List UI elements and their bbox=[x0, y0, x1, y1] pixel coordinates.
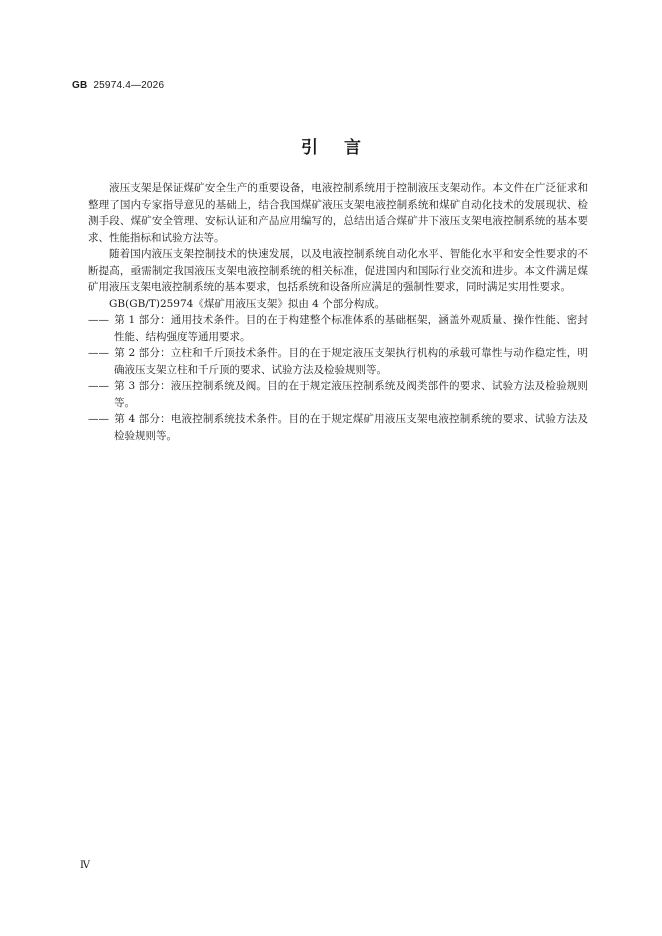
introduction-body bbox=[88, 180, 588, 444]
page-number: Ⅳ bbox=[80, 860, 90, 871]
paragraph: 随着国内液压支架控制技术的快速发展，以及电液控制系统自动化水平、智能化水平和安全性要求的不断提高，亟需制定我国液压支架电液控制系统的相关标准，促进国内和国际行业交流和进步。本文件满足煤矿用液压支架电液控制系统的基本要求，包括系统和设备所应满足的强制性要求，同时满足实用性要求。 bbox=[88, 248, 588, 293]
list-item bbox=[88, 312, 588, 345]
standard-prefix: GB bbox=[72, 80, 88, 91]
list-dash: —— bbox=[88, 413, 109, 425]
list-item bbox=[88, 345, 588, 378]
list-item-text: 第 4 部分：电液控制系统技术条件。目的在于规定煤矿用液压支架电液控制系统的要求、试验方法及检验规则等。 bbox=[114, 413, 588, 442]
list-item-text: 第 1 部分：通用技术条件。目的在于构建整个标准体系的基础框架，涵盖外观质量、操作性能、密封性能、结构强度等通用要求。 bbox=[114, 314, 588, 343]
list-dash: —— bbox=[88, 314, 109, 326]
list-item-text: 第 2 部分：立柱和千斤顶技术条件。目的在于规定液压支架执行机构的承载可靠性与动作稳定性，明确液压支架立柱和千斤顶的要求、试验方法及检验规则等。 bbox=[114, 347, 588, 376]
list-dash: —— bbox=[88, 380, 109, 392]
list-item bbox=[88, 411, 588, 444]
standard-code: 25974.4—2026 bbox=[93, 80, 165, 91]
page-title: 引言 bbox=[301, 138, 387, 158]
list-item-text: 第 3 部分：液压控制系统及阀。目的在于规定液压控制系统及阀类部件的要求、试验方法及检验规则等。 bbox=[114, 380, 588, 409]
standard-number bbox=[72, 80, 164, 91]
list-dash: —— bbox=[88, 347, 109, 359]
list-item bbox=[88, 378, 588, 411]
paragraph: GB(GB/T)25974《煤矿用液压支架》拟由 4 个部分构成。 bbox=[109, 297, 386, 310]
paragraph: 液压支架是保证煤矿安全生产的重要设备，电液控制系统用于控制液压支架动作。本文件在广泛征求和整理了国内专家指导意见的基础上，结合我国煤矿液压支架电液控制系统和煤矿自动化技术的发展现状、检测手段、煤矿安全管理、安标认证和产品应用编写的，总结出适合煤矿井下液压支架电液控制系统的基本要求、性能指标和试验方法等。 bbox=[88, 182, 588, 244]
